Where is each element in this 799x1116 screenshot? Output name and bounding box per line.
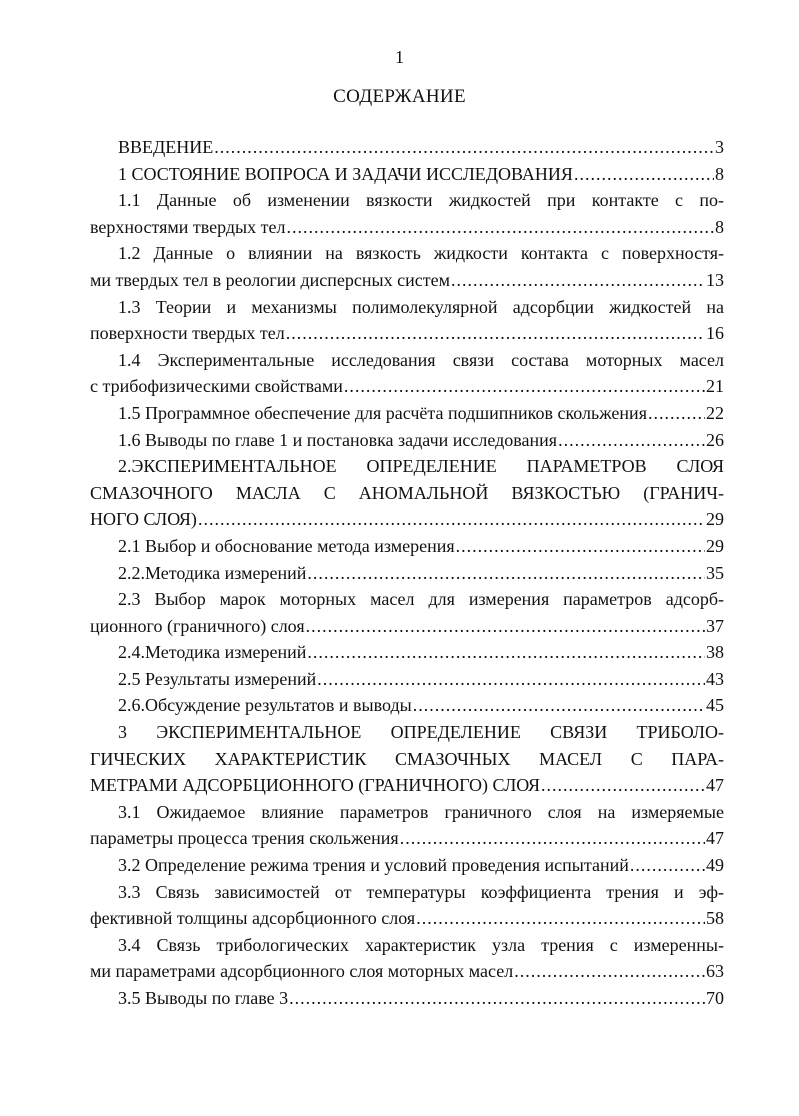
toc-entry-text: 2.1 Выбор и обоснование метода измерения — [118, 535, 455, 556]
dot-leader — [541, 772, 705, 799]
page-number: 1 — [395, 47, 404, 67]
toc-page-number: 29 — [706, 535, 724, 556]
toc-entry-text: ми параметрами адсорбционного слоя моторных масел — [90, 961, 514, 982]
toc-entry-line: 3.1 Ожидаемое влияние параметров граничного слоя на измеряемые — [118, 801, 724, 822]
toc-entry-text: с трибофизическими свойствами — [90, 376, 343, 397]
toc-entry-last-line — [90, 958, 724, 985]
dot-leader — [289, 985, 705, 1012]
dot-leader — [286, 320, 705, 347]
dot-leader — [287, 214, 715, 241]
toc-entry-last-line — [90, 905, 724, 932]
dot-leader — [413, 692, 705, 719]
toc-entry-text: 1.6 Выводы по главе 1 и постановка задачи исследования — [118, 429, 558, 450]
toc-entry[interactable] — [90, 586, 724, 639]
dot-leader — [307, 639, 705, 666]
toc-page-number: 45 — [706, 695, 724, 716]
toc-entry-last-line — [90, 320, 724, 347]
toc-page-number: 43 — [706, 668, 724, 689]
toc-page-number: 29 — [706, 509, 724, 530]
toc-entry-last-line — [90, 533, 724, 560]
toc-page-number: 35 — [706, 562, 724, 583]
toc-entry-line: 3.3 Связь зависимостей от температуры коэффициента трения и эф- — [118, 881, 724, 902]
dot-leader — [630, 852, 705, 879]
toc-entry-text: ми твердых тел в реологии дисперсных систем — [90, 269, 450, 290]
dot-leader — [648, 400, 705, 427]
toc-entry[interactable] — [90, 932, 724, 985]
toc-entry-line: 1.2 Данные о влиянии на вязкость жидкости контакта с поверхностя- — [118, 243, 724, 264]
toc-entry-text: 2.6.Обсуждение результатов и выводы — [118, 695, 412, 716]
dot-leader — [456, 533, 705, 560]
toc-entry[interactable] — [90, 879, 724, 932]
dot-leader — [307, 560, 705, 587]
toc-entry[interactable] — [90, 852, 724, 879]
toc-entry-text: ционного (граничного) слоя — [90, 615, 305, 636]
toc-entry[interactable] — [90, 400, 724, 427]
toc-entry-line: 1.3 Теории и механизмы полимолекулярной адсорбции жидкостей на — [118, 296, 724, 317]
toc-entry[interactable] — [90, 294, 724, 347]
toc-title: СОДЕРЖАНИЕ — [333, 86, 466, 107]
dot-leader — [198, 506, 705, 533]
toc-entry-text: 2.2.Методика измерений — [118, 562, 307, 583]
toc-entry-text: ВВЕДЕНИЕ — [118, 137, 214, 157]
toc-page-number: 26 — [706, 429, 724, 450]
toc-page-number: 63 — [706, 961, 724, 982]
toc-entry-last-line — [90, 985, 724, 1012]
toc-entry[interactable] — [90, 533, 724, 560]
toc-entry-last-line — [90, 852, 724, 879]
toc-entry-line: 3.4 Связь трибологических характеристик узла трения с измеренны- — [118, 934, 724, 955]
toc-entry-text: 2.4.Методика измерений — [118, 642, 307, 663]
toc-entry-last-line — [90, 825, 724, 852]
toc-entry-last-line — [90, 692, 724, 719]
toc-entry-last-line — [90, 506, 724, 533]
toc-entry-line: 2.3 Выбор марок моторных масел для измерения параметров адсорб- — [118, 589, 724, 610]
toc-page-number: 47 — [706, 775, 724, 796]
toc-page-number: 8 — [715, 163, 724, 184]
toc-entry-last-line — [90, 427, 724, 454]
dot-leader — [214, 134, 714, 161]
toc-entry-line: 2.ЭКСПЕРИМЕНТАЛЬНОЕ ОПРЕДЕЛЕНИЕ ПАРАМЕТРОВ СЛОЯ — [118, 456, 724, 477]
toc-entry[interactable] — [90, 161, 724, 188]
table-of-contents — [90, 134, 724, 1012]
toc-page-number: 22 — [706, 402, 724, 423]
toc-entry[interactable] — [90, 692, 724, 719]
toc-entry-last-line — [90, 373, 724, 400]
dot-leader — [574, 161, 714, 188]
toc-entry[interactable] — [90, 639, 724, 666]
toc-entry-last-line — [90, 134, 724, 161]
toc-entry[interactable] — [90, 134, 724, 161]
toc-page-number: 21 — [706, 376, 724, 397]
toc-entry[interactable] — [90, 985, 724, 1012]
toc-entry-last-line — [90, 267, 724, 294]
toc-entry[interactable] — [90, 799, 724, 852]
toc-entry-text: НОГО СЛОЯ) — [90, 509, 197, 530]
toc-entry-last-line — [90, 400, 724, 427]
toc-entry[interactable] — [90, 240, 724, 293]
toc-page-number: 37 — [706, 615, 724, 636]
toc-page-number: 70 — [706, 988, 724, 1008]
toc-entry-last-line — [90, 613, 724, 640]
toc-page-number: 47 — [706, 828, 724, 849]
dot-leader — [306, 613, 705, 640]
dot-leader — [317, 666, 705, 693]
toc-entry-last-line — [90, 214, 724, 241]
toc-entry-last-line — [90, 666, 724, 693]
toc-entry-text: 1 СОСТОЯНИЕ ВОПРОСА И ЗАДАЧИ ИССЛЕДОВАНИЯ — [118, 163, 573, 184]
toc-entry[interactable] — [90, 187, 724, 240]
toc-entry-last-line — [90, 560, 724, 587]
toc-page-number: 38 — [706, 642, 724, 663]
toc-entry-line: ГИЧЕСКИХ ХАРАКТЕРИСТИК СМАЗОЧНЫХ МАСЕЛ С ПАРА- — [90, 748, 724, 769]
toc-entry-text: 3.5 Выводы по главе 3 — [118, 988, 289, 1008]
toc-entry[interactable] — [90, 427, 724, 454]
toc-entry[interactable] — [90, 347, 724, 400]
toc-entry-text: 2.5 Результаты измерений — [118, 668, 317, 689]
toc-entry-text: 1.5 Программное обеспечение для расчёта подшипников скольжения — [118, 402, 647, 423]
toc-page-number: 13 — [706, 269, 724, 290]
toc-entry[interactable] — [90, 666, 724, 693]
toc-entry-line: 3 ЭКСПЕРИМЕНТАЛЬНОЕ ОПРЕДЕЛЕНИЕ СВЯЗИ ТРИБОЛО- — [118, 722, 724, 743]
dot-leader — [514, 958, 705, 985]
toc-entry[interactable] — [90, 560, 724, 587]
toc-page-number: 8 — [715, 216, 724, 237]
dot-leader — [558, 427, 705, 454]
toc-entry-line: 1.1 Данные об изменении вязкости жидкостей при контакте с по- — [118, 190, 724, 211]
toc-entry-last-line — [90, 772, 724, 799]
toc-entry-text: параметры процесса трения скольжения — [90, 828, 399, 849]
toc-entry-last-line — [90, 639, 724, 666]
dot-leader — [451, 267, 705, 294]
toc-entry-last-line — [90, 161, 724, 188]
toc-page-number: 49 — [706, 855, 724, 876]
toc-page-number: 16 — [706, 323, 724, 344]
toc-page-number: 58 — [706, 908, 724, 929]
toc-entry-text: поверхности твердых тел — [90, 323, 285, 344]
toc-page-number: 3 — [715, 137, 724, 157]
toc-entry-line: 1.4 Экспериментальные исследования связи состава моторных масел — [118, 349, 724, 370]
toc-entry-text: 3.2 Определение режима трения и условий проведения испытаний — [118, 855, 629, 876]
toc-entry-text: МЕТРАМИ АДСОРБЦИОННОГО (ГРАНИЧНОГО) СЛОЯ — [90, 775, 541, 796]
toc-entry-line: СМАЗОЧНОГО МАСЛА С АНОМАЛЬНОЙ ВЯЗКОСТЬЮ (ГРАНИЧ- — [90, 482, 724, 503]
dot-leader — [344, 373, 705, 400]
toc-entry-text: фективной толщины адсорбционного слоя — [90, 908, 416, 929]
toc-entry[interactable] — [90, 453, 724, 533]
dot-leader — [416, 905, 705, 932]
dot-leader — [400, 825, 705, 852]
toc-entry-text: верхностями твердых тел — [90, 216, 286, 237]
toc-entry[interactable] — [90, 719, 724, 799]
